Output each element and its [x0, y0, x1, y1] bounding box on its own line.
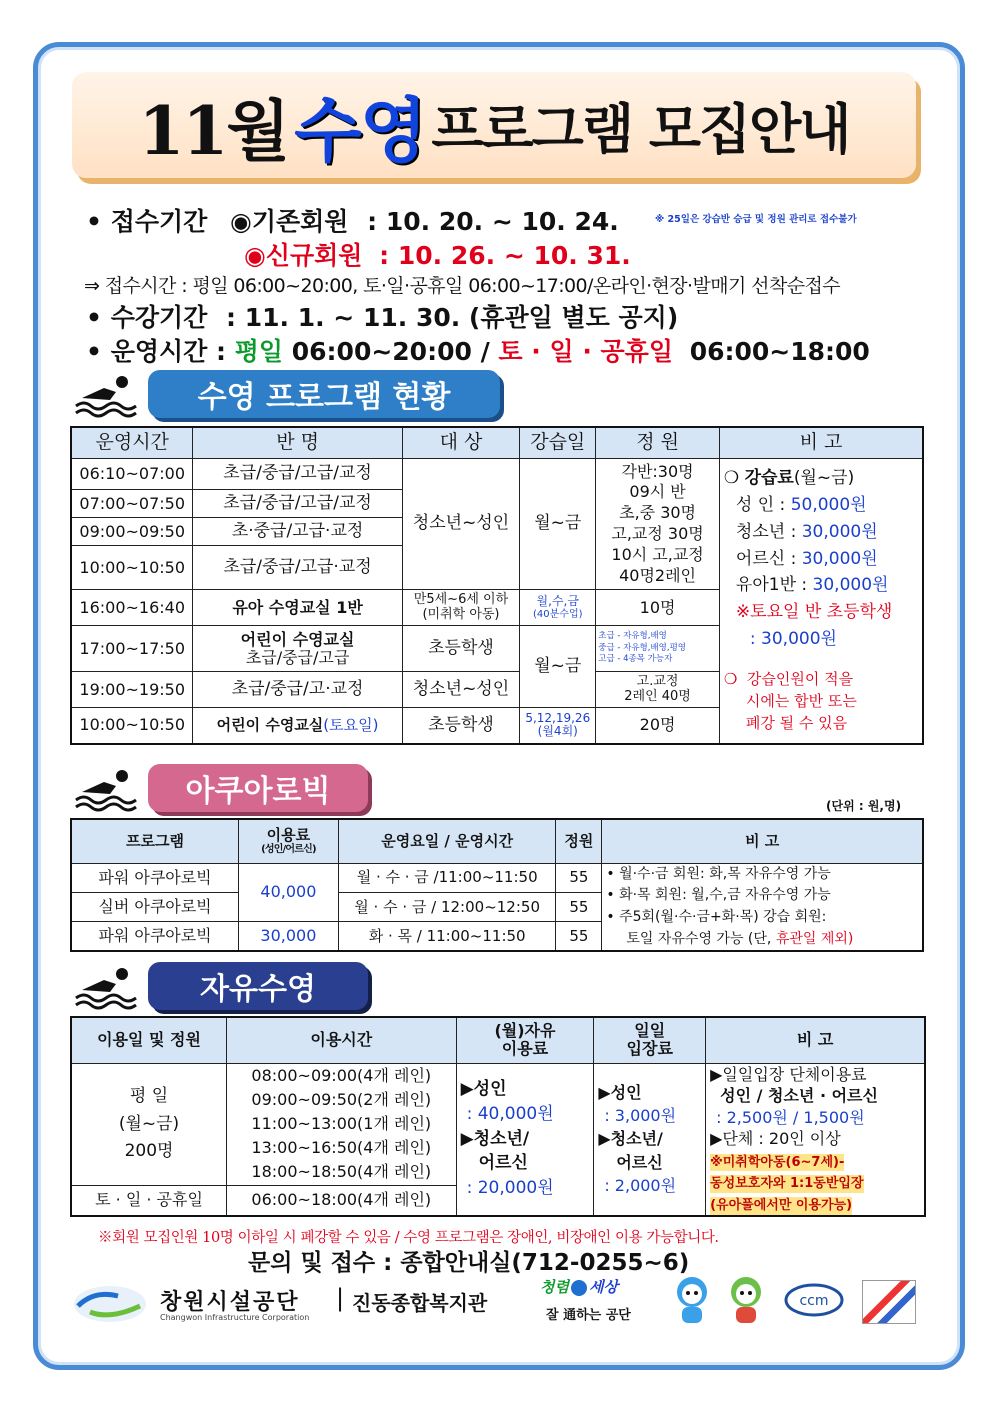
- days-toddler: [520, 590, 596, 626]
- slogan-sub: 잘 通하는 공단: [546, 1308, 631, 1323]
- row-time: 19:00~19:50: [71, 672, 193, 708]
- warning-line: ❍ 강습인원이 적을: [723, 670, 854, 689]
- header-time: 운영시간: [71, 427, 193, 459]
- aqua-note-red: 휴관일 제외): [775, 930, 854, 947]
- weekday-label: 평일: [234, 337, 284, 366]
- free-header-time: 이용시간: [227, 1017, 457, 1063]
- free-header-days: 이용일 및 정원: [71, 1017, 227, 1063]
- aqua-note-line: • 월·수·금 회원: 화,목 자유수영 가능: [606, 865, 831, 882]
- slogan-a: 청렴: [540, 1278, 569, 1296]
- free-weekday-c: 200명: [124, 1140, 174, 1161]
- ccm-logo-icon: [782, 1282, 846, 1322]
- days-toddler-a: 월,수,금: [536, 594, 579, 609]
- aqua-cap: 55: [556, 922, 602, 951]
- row-class-a: 어린이 수영교실: [216, 715, 324, 734]
- free-time-slot: 18:00~18:50(4개 레인): [251, 1162, 432, 1182]
- cap-line: 각반:30명: [621, 461, 694, 481]
- row-time: 10:00~10:50: [71, 708, 193, 744]
- capacity-toddler: 10명: [596, 590, 720, 626]
- cap-line: 초,중 30명: [619, 503, 697, 523]
- program-table: [70, 426, 924, 745]
- kids-note: ※미취학아동(6~7세)-: [710, 1154, 845, 1170]
- group-min: ▶단체 : 20인 이상: [710, 1129, 841, 1149]
- hours-line: • 운영시간 : 평일 06:00~20:00 / 토 · 일 · 공휴일 06:00~18:00: [86, 337, 870, 366]
- monthly-youth: ▶청소년/: [460, 1128, 530, 1149]
- row-time: 10:00~10:50: [71, 546, 193, 590]
- target-toddler-a: 만5세~6세 이하: [413, 591, 509, 607]
- row-class: 초급/중급/고급/교정: [193, 459, 402, 490]
- monthly-youth-fee: : 20,000원: [466, 1178, 554, 1199]
- org-english: Changwon Infrastructure Corporation: [160, 1313, 310, 1322]
- free-weekday-b: (월~금): [118, 1113, 180, 1134]
- row-class-b: 초급/중급/고급: [245, 647, 350, 667]
- row-time: 17:00~17:50: [71, 626, 193, 672]
- existing-note: ※ 25일은 강습반 승급 및 정원 관리로 접수불가: [655, 214, 857, 225]
- kids-level: 초급 - 자유형,배영: [598, 630, 667, 641]
- org-name: 창원시설공단: [160, 1290, 300, 1315]
- table-row: [71, 863, 923, 892]
- mascot-green-icon: [722, 1274, 770, 1326]
- row-class-b: (토요일): [323, 715, 379, 734]
- weekend-time: 06:00~18:00: [689, 337, 870, 366]
- warning-note: [724, 669, 918, 734]
- free-time-slot: 13:00~16:50(4개 레인): [251, 1138, 432, 1158]
- daily-youth-fee: : 2,000원: [604, 1175, 677, 1195]
- period-label: 수강기간: [110, 303, 208, 332]
- aqua-header-program: 프로그램: [71, 819, 239, 863]
- fee-youth: [724, 519, 918, 546]
- monthly-adult: ▶성인: [460, 1079, 507, 1100]
- target-toddler: [402, 590, 520, 626]
- free-header-row: [71, 1017, 925, 1063]
- daily-adult: ▶성인: [598, 1083, 642, 1103]
- title-banner: [72, 72, 916, 178]
- row-class: 초급/중급/고·교정: [193, 672, 402, 708]
- row-class: [193, 626, 402, 672]
- daily-youth-b: 어르신: [616, 1152, 663, 1172]
- row-class-a: 어린이 수영교실: [240, 629, 355, 649]
- row-class: [193, 708, 402, 744]
- free-daily-fees: [594, 1063, 706, 1216]
- days-saturday: [520, 708, 596, 744]
- table-row: [71, 459, 923, 490]
- fee-adult-label: 성 인 :: [735, 494, 786, 515]
- warning-line: 시에는 합반 또는: [745, 691, 857, 710]
- free-notes: [706, 1063, 925, 1216]
- cap-line: 고,교정 30명: [611, 524, 704, 543]
- aqua-notes: [602, 863, 923, 951]
- aqua-schedule: 화 · 목 / 11:00~11:50: [338, 922, 556, 951]
- target-elem: 초등학생: [402, 626, 520, 672]
- header-target: 대 상: [402, 427, 520, 459]
- row-time: 09:00~09:50: [71, 518, 193, 546]
- aqua-header-fee-label: 이용료: [266, 826, 311, 845]
- row-class: 초급/중급/고급·교정: [193, 546, 402, 590]
- days-sat-b: (월4회): [537, 724, 578, 739]
- group-fee: : 2,500원 / 1,500원: [716, 1107, 865, 1127]
- aqua-note-text: 토일 자유수영 가능 (단,: [626, 930, 772, 947]
- aqua-header-note: 비 고: [602, 819, 923, 863]
- swimmer-icon: [74, 766, 138, 814]
- free-header-daily-a: 일일: [634, 1021, 666, 1041]
- unit-note: (단위 : 원,명): [826, 799, 902, 813]
- daily-youth: ▶청소년/: [598, 1129, 663, 1149]
- warning-line: 폐강 될 수 있음: [745, 713, 848, 732]
- aqua-cap: 55: [556, 863, 602, 892]
- aqua-program: 파워 아쿠아로빅: [71, 863, 239, 892]
- group-title: ▶일일입장 단체이용료: [710, 1064, 867, 1084]
- aqua-schedule: 월 · 수 · 금 / 12:00~12:50: [338, 892, 556, 921]
- header-note: 비 고: [719, 427, 923, 459]
- daily-adult-fee: : 3,000원: [604, 1106, 677, 1126]
- header-class: 반 명: [193, 427, 402, 459]
- free-swim-table: [70, 1016, 926, 1217]
- kids-note: 동성보호자와 1:1동반입장: [710, 1176, 864, 1192]
- existing-label: ◉기존회원: [230, 207, 349, 236]
- cap-line: 10시 고,교정: [611, 544, 704, 564]
- aqua-note-line: • 주5회(월·수·금+화·목) 강습 회원:: [606, 908, 827, 925]
- days-toddler-b: (40분수업): [533, 608, 583, 620]
- registration-label: 접수기간: [110, 207, 208, 236]
- free-weekday-a: 평 일: [129, 1086, 169, 1107]
- period-value: : 11. 1. ~ 11. 30. (휴관일 별도 공지): [226, 303, 679, 332]
- fee-saturday-value: : 30,000원: [749, 629, 837, 650]
- aqua-fee: 30,000: [239, 922, 339, 951]
- aqua-header-schedule: 운영요일 / 운영시간: [338, 819, 556, 863]
- group-line: 성인 / 청소년 · 어르신: [720, 1086, 878, 1106]
- aqua-note-line: [606, 929, 922, 951]
- period-line: • 수강기간 : 11. 1. ~ 11. 30. (휴관일 별도 공지): [86, 303, 679, 332]
- row-class: 유아 수영교실 1반: [193, 590, 402, 626]
- header-capacity: 정 원: [596, 427, 720, 459]
- fee-toddler: [724, 572, 918, 599]
- footer-warning: ※회원 모집인원 10명 이하일 시 폐강할 수 있음 / 수영 프로그램은 장애인, 비장애인 이용 가능합니다.: [98, 1230, 719, 1246]
- title-month: 11월: [138, 91, 289, 170]
- aqua-table: [70, 818, 924, 952]
- fee-senior-value: 30,000원: [801, 548, 878, 569]
- capacity-kids: [596, 626, 720, 672]
- days-weekday: 월~금: [520, 459, 596, 590]
- cap-line: 09시 반: [629, 482, 686, 502]
- cap-evening-a: 고.교정: [636, 673, 679, 689]
- branch-name: 진동종합복지관: [352, 1291, 488, 1315]
- slogan: [540, 1276, 618, 1297]
- registration-line: • 접수기간 ◉기존회원 : 10. 20. ~ 10. 24.: [86, 207, 619, 236]
- aqua-header-fee: [239, 819, 339, 863]
- new-member-line: [244, 236, 631, 272]
- aqua-fee-merged: 40,000: [239, 863, 339, 922]
- header-days: 강습일: [520, 427, 596, 459]
- free-weekend: 토 · 일 · 공휴일: [71, 1185, 227, 1215]
- free-header-daily: [594, 1017, 706, 1063]
- page-title: [72, 72, 916, 178]
- free-header-monthly: [456, 1017, 594, 1063]
- ccm-text: ccm: [799, 1293, 829, 1309]
- program-notes: [719, 459, 923, 744]
- row-class: 초·중급/고급·교정: [193, 518, 402, 546]
- free-weekday: [71, 1063, 227, 1185]
- fee-adult: [724, 492, 918, 519]
- free-monthly-fees: [456, 1063, 594, 1216]
- row-time: 16:00~16:40: [71, 590, 193, 626]
- mascot-blue-icon: [668, 1274, 716, 1326]
- free-times: [227, 1063, 457, 1185]
- certification-badge-icon: [862, 1280, 916, 1324]
- fee-saturday: ※토요일 반 초등학생: [735, 602, 893, 623]
- fee-toddler-value: 30,000원: [812, 575, 889, 596]
- row-time: 07:00~07:50: [71, 490, 193, 518]
- contact-info: 문의 및 접수 : 종합안내실(712-0255~6): [248, 1250, 690, 1276]
- warning-text: 강습인원이 적을: [746, 670, 854, 689]
- free-header-monthly-b: 이용료: [501, 1039, 549, 1059]
- free-header-note: 비 고: [706, 1017, 925, 1063]
- existing-dates: : 10. 20. ~ 10. 24.: [367, 207, 619, 236]
- fee-adult-value: 50,000원: [790, 494, 867, 515]
- title-swim: 수영: [294, 88, 426, 172]
- free-header-monthly-a: (월)자유: [494, 1021, 556, 1041]
- aqua-program: 파워 아쿠아로빅: [71, 922, 239, 951]
- slogan-b: 세상: [588, 1278, 618, 1296]
- free-time-slot: 08:00~09:00(4개 레인): [251, 1066, 432, 1086]
- aqua-note-line: • 화·목 회원: 월,수,금 자유수영 가능: [606, 887, 831, 904]
- fee-youth-value: 30,000원: [801, 521, 878, 542]
- title-rest: 프로그램 모집안내: [431, 96, 850, 161]
- footer-divider: |: [336, 1284, 345, 1312]
- registration-time: ⇒ 접수시간 : 평일 06:00~20:00, 토·일·공휴일 06:00~17:00/온라인·현장·발매기 선착순접수: [84, 275, 840, 297]
- days-sat-a: 5,12,19,26: [525, 710, 591, 725]
- fee-youth-label: 청소년 :: [735, 521, 797, 542]
- slogan-circle-icon: [571, 1280, 587, 1296]
- target-elem-2: 초등학생: [402, 708, 520, 744]
- aqua-schedule: 월 · 수 · 금 /11:00~11:50: [338, 863, 556, 892]
- target-toddler-b: (미취학 아동): [422, 606, 500, 622]
- section-aqua-title: 아쿠아로빅: [148, 764, 368, 812]
- kids-level: 고급 - 4종목 가능자: [598, 654, 673, 665]
- target-adult: 청소년~성인: [402, 459, 520, 590]
- monthly-adult-fee: : 40,000원: [466, 1104, 554, 1125]
- aqua-header-cap: 정원: [556, 819, 602, 863]
- fee-title-line: ❍ 강습료(월~금): [723, 468, 855, 488]
- weekday-time: 06:00~20:00 /: [291, 337, 490, 366]
- aqua-header-row: [71, 819, 923, 863]
- fee-senior-label: 어르신 :: [735, 548, 797, 569]
- fee-title: 강습료: [744, 468, 794, 488]
- hours-label: 운영시간: [110, 337, 208, 366]
- kids-level: 중급 - 자유형,배영,평영: [598, 642, 687, 653]
- program-header-row: [71, 427, 923, 459]
- free-time-slot: 11:00~13:00(1개 레인): [251, 1114, 432, 1134]
- aqua-cap: 55: [556, 892, 602, 921]
- changwon-logo-icon: [70, 1282, 150, 1326]
- section-program-title: 수영 프로그램 현황: [148, 370, 500, 418]
- free-weekend-time: 06:00~18:00(4개 레인): [227, 1185, 457, 1215]
- capacity-top: [596, 459, 720, 590]
- swimmer-icon: [74, 964, 138, 1012]
- capacity-saturday: 20명: [596, 708, 720, 744]
- aqua-header-fee-sub: (성인/어르신): [261, 844, 316, 856]
- target-adult-2: 청소년~성인: [402, 672, 520, 708]
- new-label: ◉신규회원: [244, 241, 363, 270]
- hours-colon: :: [216, 337, 227, 366]
- row-class: 초급/중급/고급/교정: [193, 490, 402, 518]
- capacity-evening: [596, 672, 720, 708]
- section-free-title: 자유수영: [148, 962, 368, 1010]
- table-row: [71, 1063, 925, 1185]
- days-weekday-2: 월~금: [520, 626, 596, 708]
- weekend-label: 토 · 일 · 공휴일: [498, 337, 673, 366]
- free-time-slot: 09:00~09:50(2개 레인): [251, 1090, 432, 1110]
- fee-toddler-label: 유아1반 :: [735, 575, 808, 596]
- swimmer-icon: [74, 372, 138, 420]
- kids-note: (유아풀에서만 이용가능): [710, 1198, 853, 1214]
- row-time: 06:10~07:00: [71, 459, 193, 490]
- free-header-daily-b: 입장료: [626, 1039, 673, 1059]
- new-dates: : 10. 26. ~ 10. 31.: [379, 241, 631, 270]
- fee-senior: [724, 546, 918, 573]
- aqua-program: 실버 아쿠아로빅: [71, 892, 239, 921]
- cap-line: 40명2레인: [619, 565, 697, 585]
- monthly-youth-b: 어르신: [478, 1153, 528, 1174]
- cap-evening-b: 2레인 40명: [624, 688, 691, 704]
- fee-days: (월~금): [793, 468, 855, 488]
